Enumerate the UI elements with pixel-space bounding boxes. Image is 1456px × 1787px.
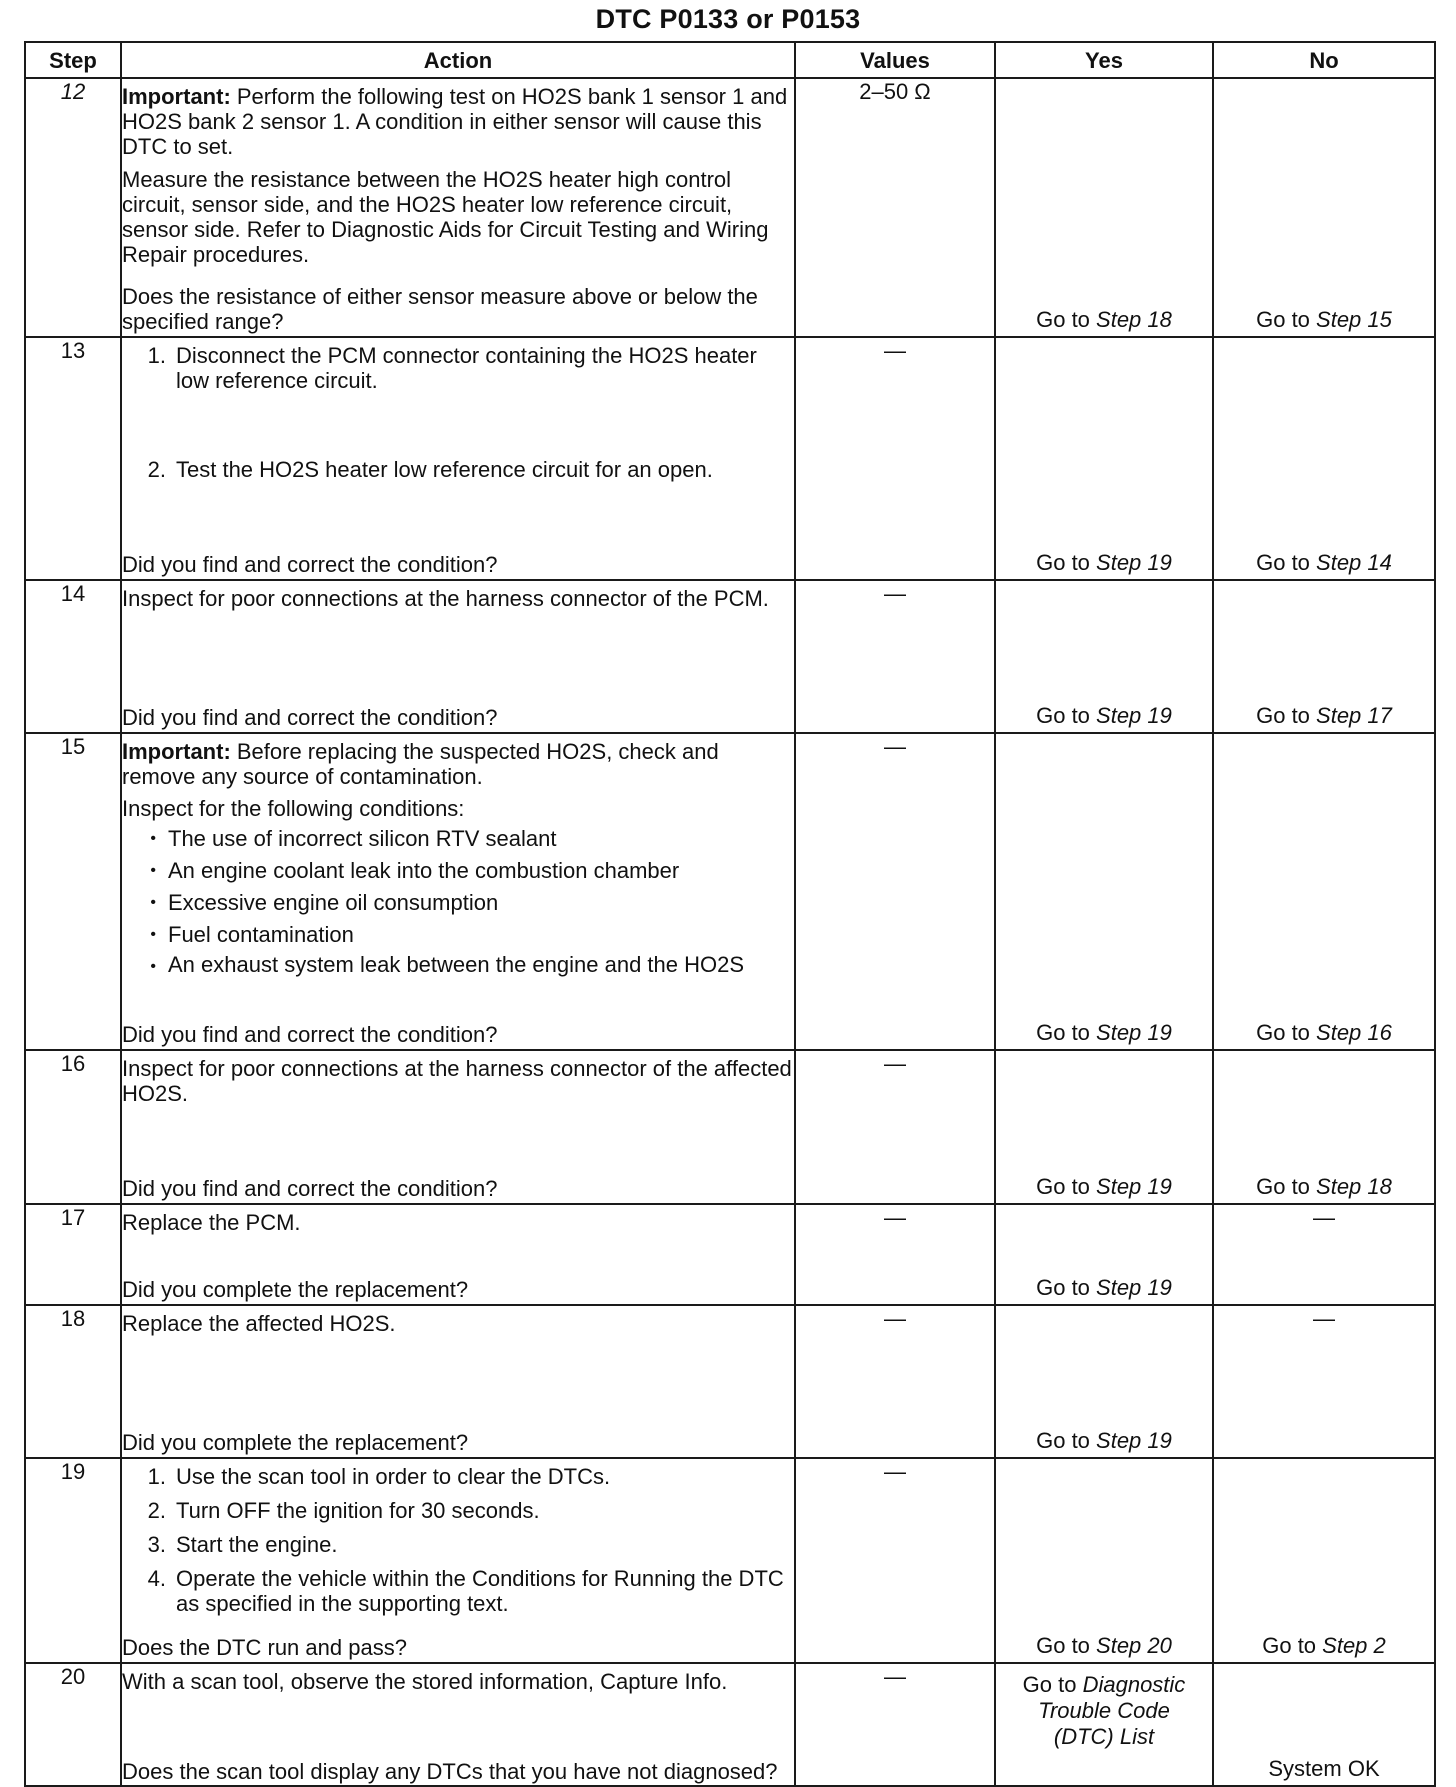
action-question: Did you find and correct the condition? (122, 552, 498, 577)
values-cell: — (795, 1458, 995, 1663)
no-cell: Go to Step 14 (1213, 337, 1435, 580)
action-paragraph: Inspect for poor connections at the harness connector of the PCM. (122, 586, 769, 611)
list-item: 3. Start the engine. (147, 1532, 338, 1557)
list-item: 1. Use the scan tool in order to clear the DTCs. (147, 1464, 611, 1489)
action-cell (121, 78, 795, 337)
step-number: 17 (25, 1204, 121, 1305)
yes-step-link[interactable]: Step 18 (1096, 307, 1172, 332)
table-row (25, 1663, 1435, 1786)
yes-step-link[interactable]: Step 19 (1096, 703, 1172, 728)
action-question: Did you find and correct the condition? (122, 1176, 498, 1201)
table-row (25, 78, 1435, 337)
action-intro: Inspect for the following conditions: (122, 796, 465, 821)
action-paragraph: Replace the PCM. (122, 1210, 301, 1235)
header-action: Action (121, 42, 795, 78)
step-number: 20 (25, 1663, 121, 1786)
action-question: Did you complete the replacement? (122, 1430, 469, 1455)
table-row (25, 1204, 1435, 1305)
yes-cell: Go to Step 20 (995, 1458, 1213, 1663)
action-steps-list (122, 1464, 794, 1616)
list-item: 1. Disconnect the PCM connector containing the HO2S heater low reference circuit. (147, 343, 757, 393)
dash: — (884, 338, 906, 363)
action-steps-list (122, 343, 794, 482)
header-yes: Yes (995, 42, 1213, 78)
yes-cell: Go to Step 19 (995, 1305, 1213, 1458)
values-cell: — (795, 1305, 995, 1458)
page-title: DTC P0133 or P0153 (595, 4, 861, 34)
step-number: 19 (25, 1458, 121, 1663)
action-paragraph: Inspect for poor connections at the harness connector of the affected HO2S. (122, 1056, 792, 1106)
action-cell (121, 337, 795, 580)
table-row (25, 1305, 1435, 1458)
list-item: • Fuel contamination (150, 922, 354, 947)
step-number: 13 (25, 337, 121, 580)
yes-cell: Go to Step 19 (995, 337, 1213, 580)
table-row (25, 733, 1435, 1050)
action-question: Did you complete the replacement? (122, 1277, 469, 1302)
action-question: Does the DTC run and pass? (122, 1635, 407, 1660)
yes-step-link[interactable]: Step 20 (1096, 1633, 1172, 1658)
no-step-link[interactable]: Step 14 (1316, 550, 1392, 575)
table-row (25, 1050, 1435, 1204)
values-cell: — (795, 1050, 995, 1204)
values-cell: — (795, 580, 995, 733)
no-step-link[interactable]: Step 17 (1316, 703, 1392, 728)
diagnostic-table (24, 41, 1436, 1787)
values-cell: 2–50 Ω (795, 78, 995, 337)
list-item: • An engine coolant leak into the combustion chamber (150, 858, 680, 883)
dtc-list-link[interactable]: Diagnostic Trouble Code (DTC) List (1038, 1672, 1186, 1749)
header-values: Values (795, 42, 995, 78)
list-item: 4. Operate the vehicle within the Conditions for Running the DTC as specified in the supporting text. (147, 1566, 784, 1616)
yes-step-link[interactable]: Step 19 (1096, 1275, 1172, 1300)
action-question: Did you find and correct the condition? (122, 1022, 498, 1047)
no-cell: Go to Step 15 (1213, 78, 1435, 337)
action-cell (121, 1204, 795, 1305)
no-step-link[interactable]: Step 18 (1316, 1174, 1392, 1199)
yes-step-link[interactable]: Step 19 (1096, 1428, 1172, 1453)
no-cell: — (1213, 1305, 1435, 1458)
yes-cell: Go to Step 19 (995, 580, 1213, 733)
no-cell (1213, 1663, 1435, 1786)
yes-step-link[interactable]: Step 19 (1096, 1020, 1172, 1045)
important-label: Important: (122, 84, 231, 109)
step-number: 12 (25, 78, 121, 337)
no-cell: Go to Step 16 (1213, 733, 1435, 1050)
values-cell: — (795, 1204, 995, 1305)
no-cell: — (1213, 1204, 1435, 1305)
header-step: Step (25, 42, 121, 78)
no-cell: Go to Step 2 (1213, 1458, 1435, 1663)
important-text: Before replacing the suspected HO2S, check and remove any source of contamination. (122, 739, 719, 789)
step-number: 18 (25, 1305, 121, 1458)
no-step-link[interactable]: Step 16 (1316, 1020, 1392, 1045)
action-paragraph: Measure the resistance between the HO2S heater high control circuit, sensor side, and the HO2S heater low reference circuit, sensor side. Refer to Diagnostic Aids for Circuit Testing and Wiring Repair procedures. (122, 167, 769, 267)
conditions-list (122, 826, 794, 979)
values-cell: — (795, 1663, 995, 1786)
yes-cell: Go to Step 19 (995, 733, 1213, 1050)
action-paragraph: With a scan tool, observe the stored information, Capture Info. (122, 1669, 728, 1694)
system-ok-text: System OK (1268, 1756, 1380, 1781)
action-cell (121, 1305, 795, 1458)
values-cell (795, 337, 995, 580)
action-cell (121, 580, 795, 733)
no-cell: Go to Step 17 (1213, 580, 1435, 733)
yes-cell: Go to Step 18 (995, 78, 1213, 337)
action-cell (121, 1458, 795, 1663)
action-cell (121, 1663, 795, 1786)
step-number: 16 (25, 1050, 121, 1204)
yes-cell: Go to Step 19 (995, 1050, 1213, 1204)
step-number: 14 (25, 580, 121, 733)
action-cell (121, 1050, 795, 1204)
header-no: No (1213, 42, 1435, 78)
action-question: Does the resistance of either sensor measure above or below the specified range? (122, 284, 758, 334)
no-step-link[interactable]: Step 2 (1322, 1633, 1386, 1658)
table-row (25, 580, 1435, 733)
no-step-link[interactable]: Step 15 (1316, 307, 1392, 332)
action-question: Did you find and correct the condition? (122, 705, 498, 730)
yes-cell: Go to Step 19 (995, 1204, 1213, 1305)
list-item: • The use of incorrect silicon RTV sealant (150, 826, 557, 851)
important-text: Perform the following test on HO2S bank 1 sensor 1 and HO2S bank 2 sensor 1. A condition in either sensor will cause this DTC to set. (122, 84, 788, 159)
important-label: Important: (122, 739, 231, 764)
yes-step-link[interactable]: Step 19 (1096, 550, 1172, 575)
list-item: • An exhaust system leak between the engine and the HO2S (150, 952, 745, 977)
yes-cell: Go to Diagnostic Trouble Code (DTC) List (995, 1663, 1213, 1786)
values-cell: — (795, 733, 995, 1050)
action-paragraph: Replace the affected HO2S. (122, 1311, 396, 1336)
step-number: 15 (25, 733, 121, 1050)
yes-step-link[interactable]: Step 19 (1096, 1174, 1172, 1199)
action-question: Does the scan tool display any DTCs that you have not diagnosed? (122, 1759, 778, 1784)
action-cell (121, 733, 795, 1050)
table-row (25, 337, 1435, 580)
list-item: 2. Turn OFF the ignition for 30 seconds. (147, 1498, 540, 1523)
list-item: • Excessive engine oil consumption (150, 890, 499, 915)
list-item: 2. Test the HO2S heater low reference circuit for an open. (147, 457, 713, 482)
table-row (25, 1458, 1435, 1663)
no-cell: Go to Step 18 (1213, 1050, 1435, 1204)
header-row (25, 42, 1435, 78)
